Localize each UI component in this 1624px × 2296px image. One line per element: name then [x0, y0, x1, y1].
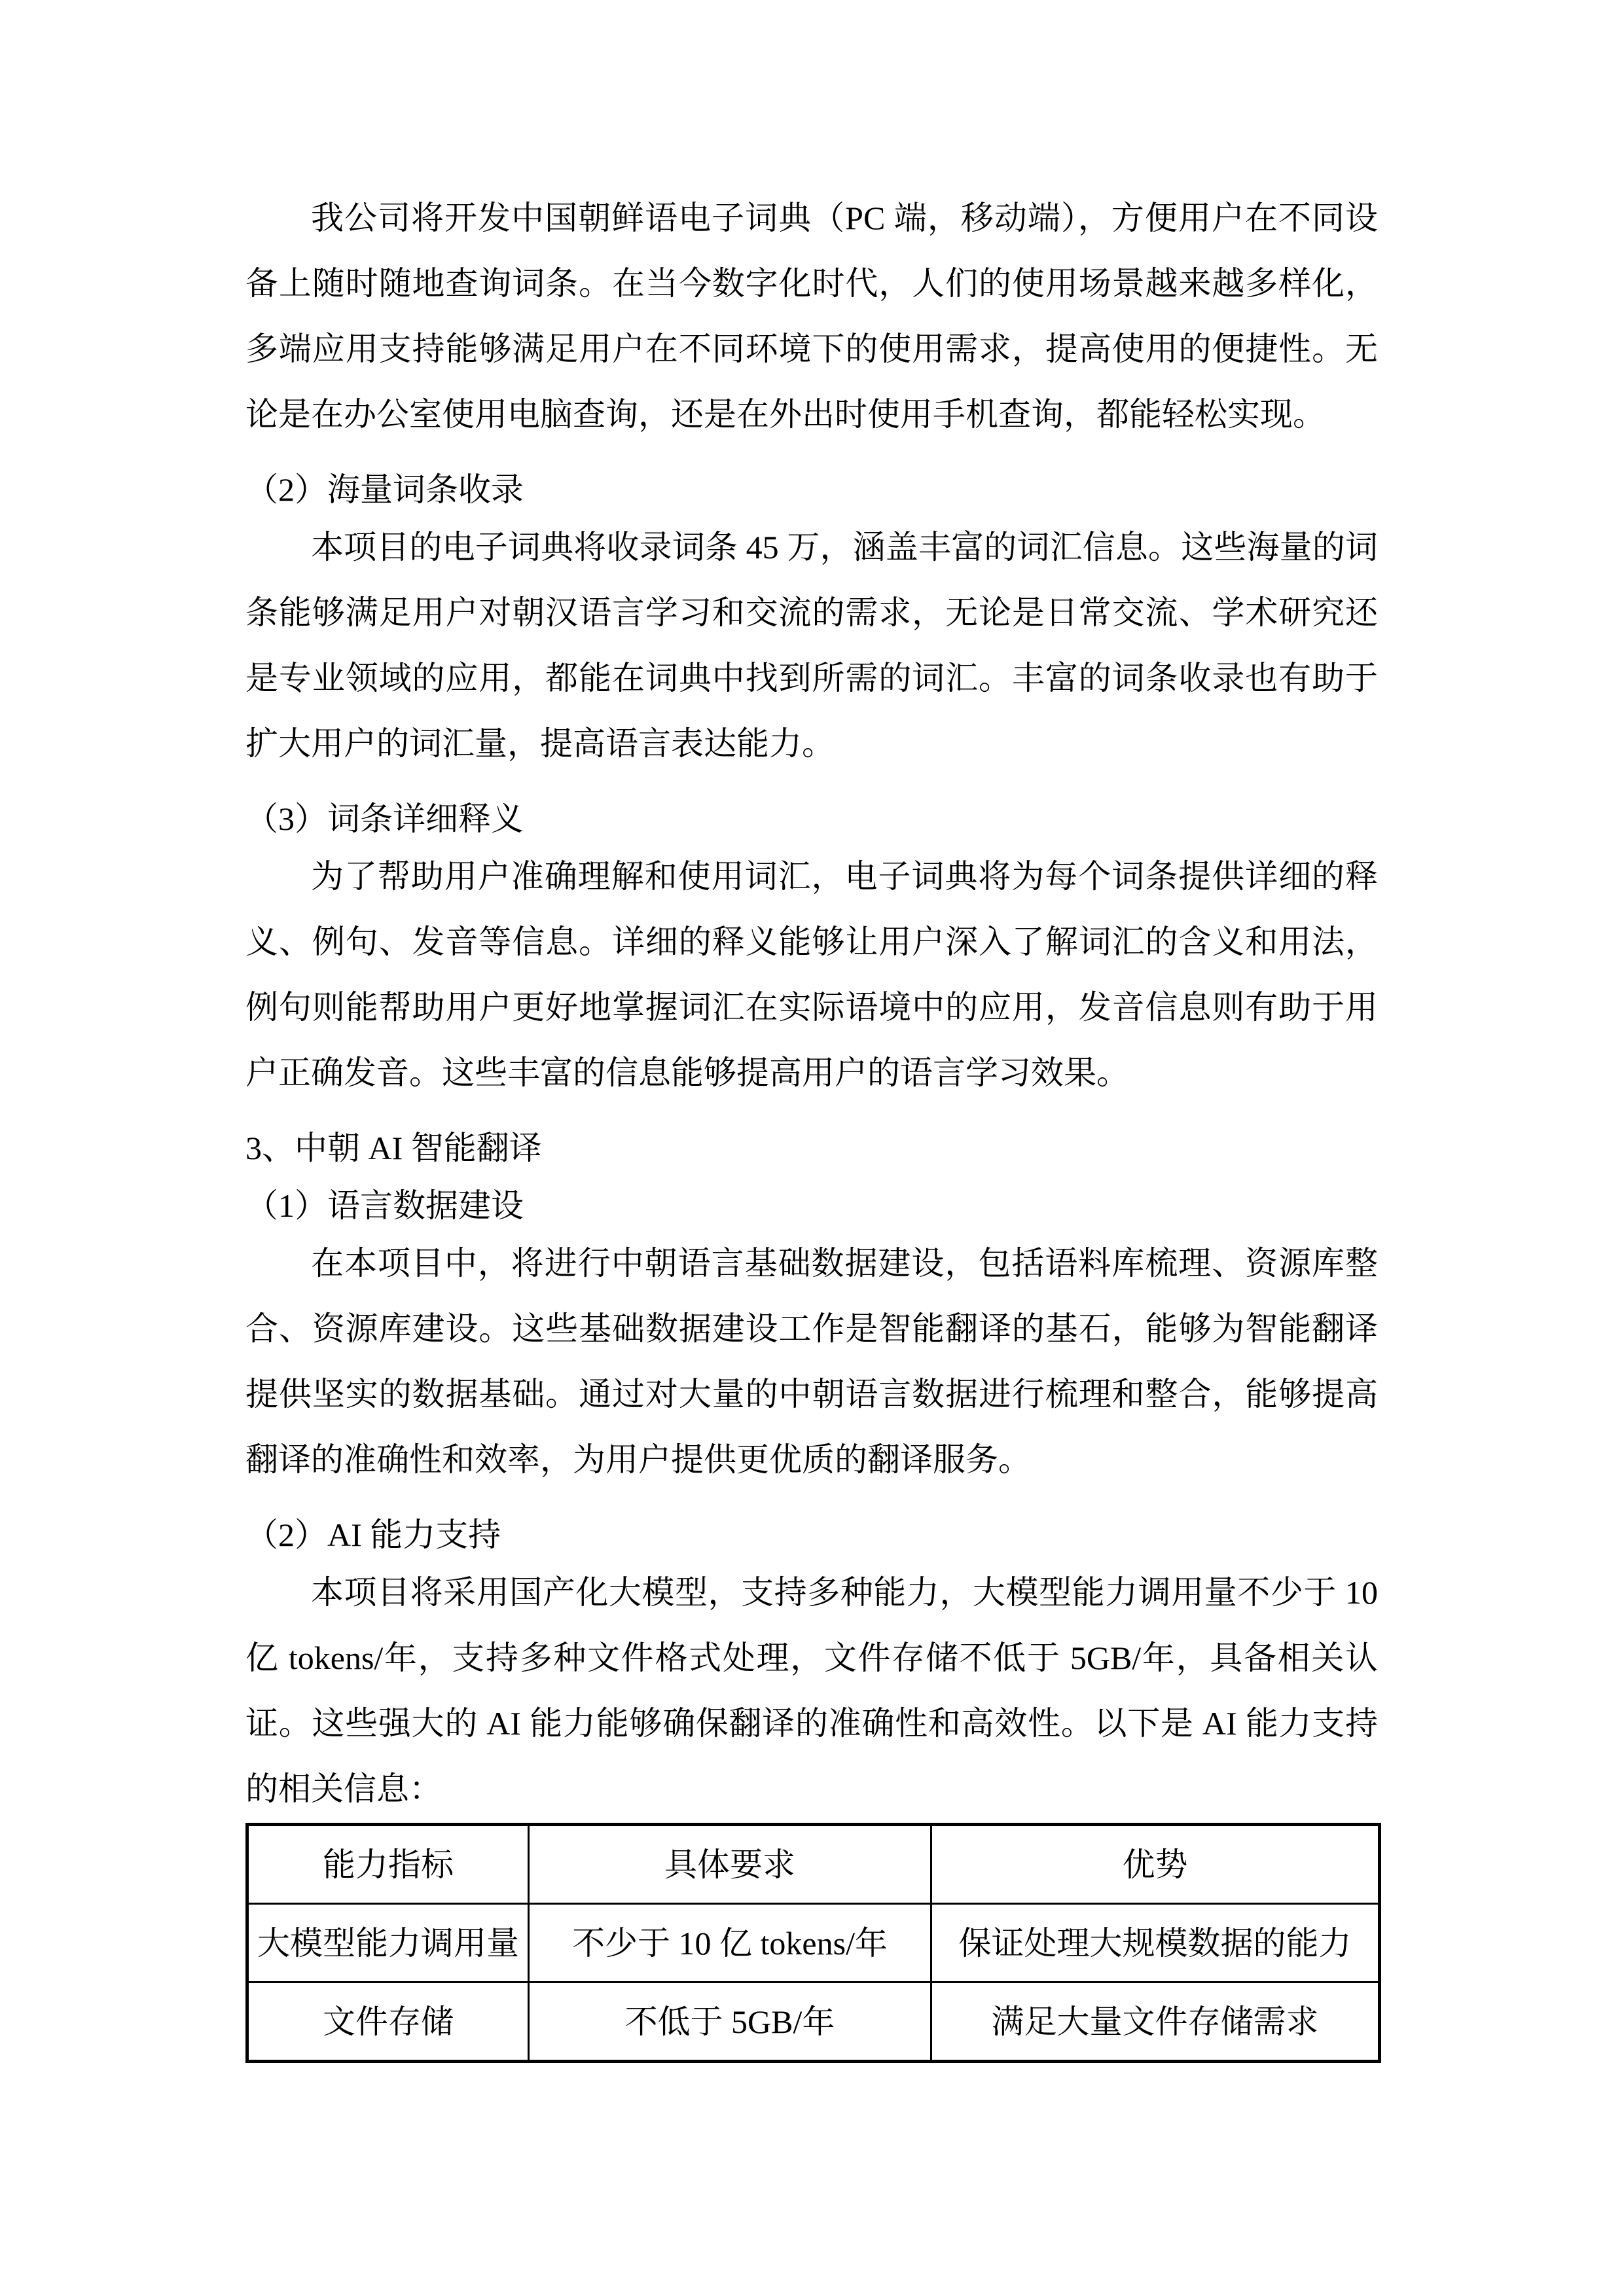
- paragraph-language-data: 在本项目中，将进行中朝语言基础数据建设，包括语料库梳理、资源库整合、资源库建设。这些基础数据建设工作是智能翻译的基石，能够为智能翻译提供坚实的数据基础。通过对大量的中朝语言数据进行梳理和整合，能够提高翻译的准确性和效率，为用户提供更优质的翻译服务。: [245, 1245, 1378, 1478]
- table-cell: 保证处理大规模数据的能力: [931, 1904, 1380, 1982]
- section-heading-3-detailed-definitions: （3）词条详细释义: [245, 800, 524, 837]
- table-cell: 不低于 5GB/年: [529, 1982, 931, 2062]
- section-heading-1-language-data: （1）语言数据建设: [245, 1187, 524, 1224]
- table-cell: 不少于 10 亿 tokens/年: [529, 1904, 931, 1982]
- section-heading-ai-translation: 3、中朝 AI 智能翻译: [245, 1130, 542, 1166]
- table-row-file-storage: [247, 1982, 1380, 2062]
- paragraph-mass-entries: 本项目的电子词典将收录词条 45 万，涵盖丰富的词汇信息。这些海量的词条能够满足用户对朝汉语言学习和交流的需求，无论是日常交流、学术研究还是专业领域的应用，都能在词典中找到所需的词汇。丰富的词条收录也有助于扩大用户的词汇量，提高语言表达能力。: [245, 529, 1378, 762]
- paragraph-ai-capability: 本项目将采用国产化大模型，支持多种能力，大模型能力调用量不少于 10 亿 tokens/年，支持多种文件格式处理，文件存储不低于 5GB/年，具备相关认证。这些强大的 AI 能力能够确保翻译的准确性和高效性。以下是 AI 能力支持的相关信息：: [245, 1574, 1378, 1807]
- table-header-row: [247, 1825, 1380, 1904]
- table-cell: 满足大量文件存储需求: [931, 1982, 1380, 2062]
- ai-capability-table: [245, 1823, 1381, 2063]
- table-header-cell-advantage: 优势: [931, 1825, 1380, 1904]
- paragraph-detailed-definitions: 为了帮助用户准确理解和使用词汇，电子词典将为每个词条提供详细的释义、例句、发音等信息。详细的释义能够让用户深入了解词汇的含义和用法，例句则能帮助用户更好地掌握词汇在实际语境中的应用，发音信息则有助于用户正确发音。这些丰富的信息能够提高用户的语言学习效果。: [245, 858, 1378, 1091]
- table-cell: 文件存储: [247, 1982, 529, 2062]
- table-row-model-capacity: [247, 1904, 1380, 1982]
- table-header-cell-specific-requirement: 具体要求: [529, 1825, 931, 1904]
- table-header-cell-capability-indicator: 能力指标: [247, 1825, 529, 1904]
- section-heading-2-ai-capability: （2）AI 能力支持: [245, 1516, 501, 1553]
- paragraph-dictionary-intro: 我公司将开发中国朝鲜语电子词典（PC 端，移动端），方便用户在不同设备上随时随地查询词条。在当今数字化时代，人们的使用场景越来越多样化，多端应用支持能够满足用户在不同环境下的使用需求，提高使用的便捷性。无论是在办公室使用电脑查询，还是在外出时使用手机查询，都能轻松实现。: [245, 200, 1378, 433]
- table-cell: 大模型能力调用量: [247, 1904, 529, 1982]
- section-heading-2-mass-entries: （2）海量词条收录: [245, 471, 524, 508]
